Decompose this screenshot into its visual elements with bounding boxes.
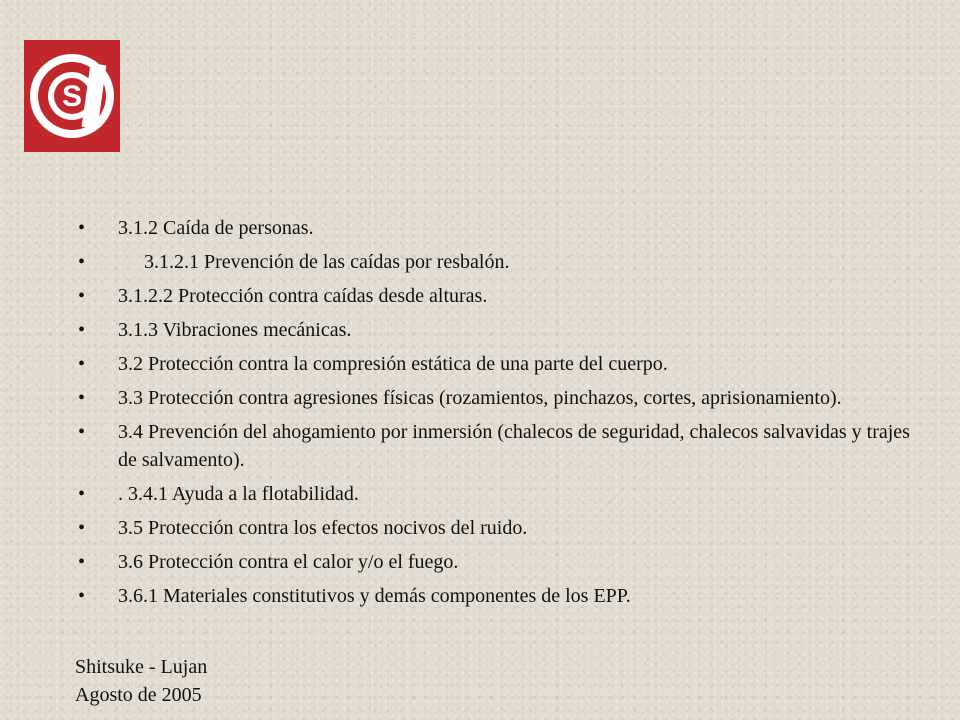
slide-footer <box>75 653 207 709</box>
list-item: • 3.1.2 Caída de personas. <box>78 214 918 242</box>
logo-bottom-text: ARGENTINA <box>48 139 96 148</box>
list-item: • 3.6.1 Materiales constitutivos y demás componentes de los EPP. <box>78 582 918 610</box>
bullet-icon: • <box>78 551 86 573</box>
logo-emblem-icon <box>24 40 120 152</box>
bullet-icon: • <box>78 319 86 341</box>
bullet-icon: • <box>78 517 86 539</box>
list-item: • 3.3 Protección contra agresiones físicas (rozamientos, pinchazos, cortes, aprisionamiento). <box>78 384 918 412</box>
logo-letter: S <box>61 80 83 113</box>
topic-bullet-list <box>78 214 918 616</box>
footer-date: Agosto de 2005 <box>75 684 202 706</box>
bullet-icon: • <box>78 251 86 273</box>
list-item: • . 3.4.1 Ayuda a la flotabilidad. <box>78 480 918 508</box>
list-item: • 3.1.2.2 Protección contra caídas desde alturas. <box>78 282 918 310</box>
bullet-icon: • <box>78 483 86 505</box>
bullet-icon: • <box>78 585 86 607</box>
list-item: • 3.2 Protección contra la compresión estática de una parte del cuerpo. <box>78 350 918 378</box>
bullet-icon: • <box>78 421 86 443</box>
bullet-icon: • <box>78 387 86 409</box>
republica-argentina-logo <box>24 40 120 152</box>
list-item: • 3.6 Protección contra el calor y/o el fuego. <box>78 548 918 576</box>
logo-top-text: REPÚBLICA <box>48 47 96 56</box>
list-item: • 3.1.3 Vibraciones mecánicas. <box>78 316 918 344</box>
bullet-icon: • <box>78 353 86 375</box>
footer-author: Shitsuke - Lujan <box>75 656 208 678</box>
list-item: • 3.5 Protección contra los efectos nocivos del ruido. <box>78 514 918 542</box>
list-item: • 3.1.2.1 Prevención de las caídas por resbalón. <box>78 248 918 276</box>
bullet-icon: • <box>78 285 86 307</box>
bullet-icon: • <box>78 217 86 239</box>
list-item: • 3.4 Prevención del ahogamiento por inmersión (chalecos de seguridad, chalecos salvavidas y trajes de salvamento). <box>78 418 918 474</box>
